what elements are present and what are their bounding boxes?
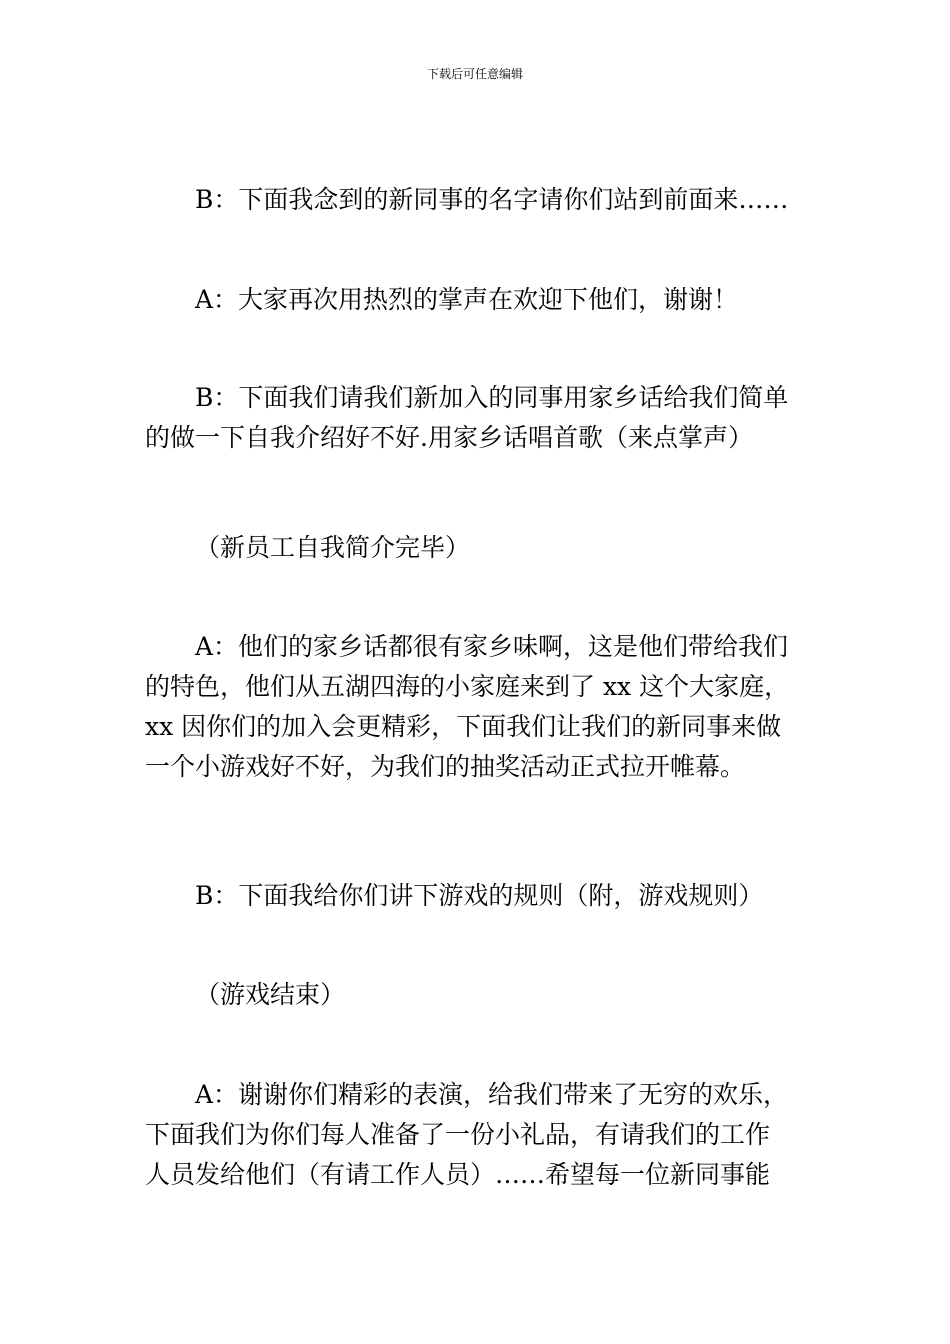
paragraph-line: A：谢谢你们精彩的表演，给我们带来了无穷的欢乐， — [195, 1080, 789, 1109]
paragraph-6 — [145, 876, 825, 916]
page-header: 下载后可任意编辑 — [426, 67, 523, 81]
paragraph-line: xx 因你们的加入会更精彩，下面我们让我们的新同事来做 — [145, 712, 782, 741]
paragraph-line: A：他们的家乡话都很有家乡味啊，这是他们带给我们 — [195, 632, 789, 661]
paragraph-line: （游戏结束） — [195, 980, 346, 1009]
paragraph-line: 的特色，他们从五湖四海的小家庭来到了 xx 这个大家庭， — [145, 672, 790, 701]
paragraph-3 — [145, 378, 825, 458]
paragraph-line: 的做一下自我介绍好不好.用家乡话唱首歌（来点掌声） — [145, 423, 753, 452]
paragraph-4 — [145, 528, 825, 568]
paragraph-line: B：下面我给你们讲下游戏的规则（附，游戏规则） — [195, 881, 764, 910]
paragraph-line: B：下面我们请我们新加入的同事用家乡话给我们简单 — [195, 383, 789, 412]
paragraph-5 — [145, 627, 825, 787]
paragraph-line: 下面我们为你们每人准备了一份小礼品，有请我们的工作 — [145, 1120, 771, 1149]
paragraph-line: 一个小游戏好不好，为我们的抽奖活动正式拉开帷幕。 — [145, 752, 746, 781]
paragraph-line: （新员工自我简介完毕） — [195, 533, 471, 562]
paragraph-line: 人员发给他们（有请工作人员）……希望每一位新同事能 — [145, 1160, 771, 1189]
paragraph-line: A：大家再次用热烈的掌声在欢迎下他们，谢谢！ — [195, 285, 739, 314]
paragraph-2 — [145, 280, 825, 320]
paragraph-7 — [145, 975, 825, 1015]
paragraph-line: B：下面我念到的新同事的名字请你们站到前面来…… — [195, 185, 789, 214]
paragraph-8 — [145, 1075, 825, 1195]
paragraph-1 — [145, 180, 825, 220]
